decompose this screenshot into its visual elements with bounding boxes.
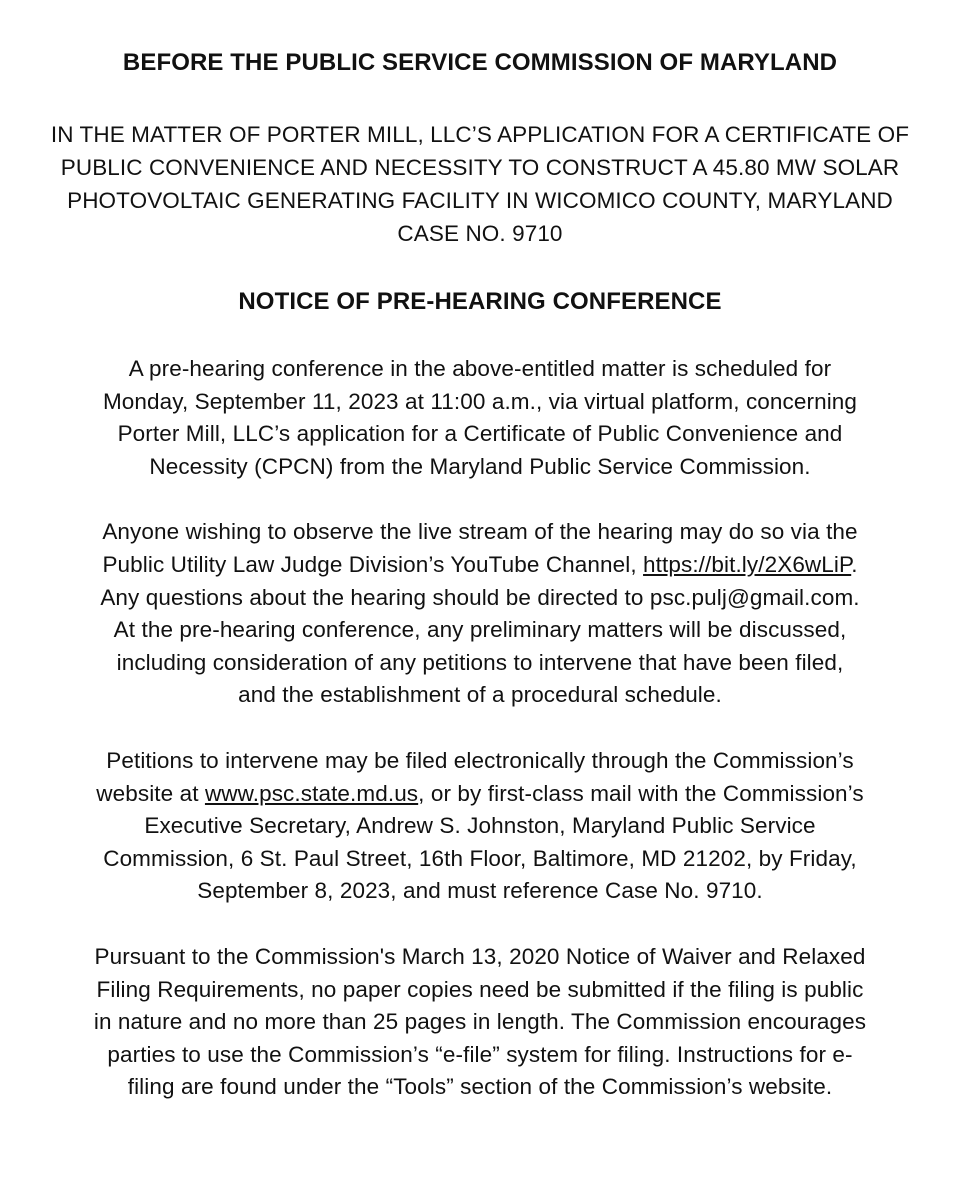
youtube-channel-link[interactable]: https://bit.ly/2X6wLiP bbox=[643, 551, 852, 577]
conference-paragraph bbox=[28, 353, 932, 483]
paragraph-line: At the pre-hearing conference, any preliminary matters will be discussed, bbox=[113, 617, 847, 643]
paragraph-line bbox=[28, 778, 932, 811]
paragraph-line: Commission, 6 St. Paul Street, 16th Floor, Baltimore, MD 21202, by Friday, bbox=[103, 845, 857, 871]
filing-requirements-paragraph bbox=[28, 941, 932, 1104]
paragraph-line: Pursuant to the Commission's March 13, 2020 Notice of Waiver and Relaxed bbox=[94, 943, 866, 969]
case-number: CASE NO. 9710 bbox=[397, 221, 563, 246]
paragraph-line: filing are found under the “Tools” section of the Commission’s website. bbox=[127, 1074, 833, 1100]
paragraph-line: Porter Mill, LLC’s application for a Certificate of Public Convenience and bbox=[117, 421, 843, 447]
paragraph-line: Any questions about the hearing should be directed to psc.pulj@gmail.com. bbox=[100, 584, 860, 610]
paragraph-line: Petitions to intervene may be filed electronically through the Commission’s bbox=[106, 747, 854, 773]
paragraph-line: Executive Secretary, Andrew S. Johnston, Maryland Public Service bbox=[144, 813, 816, 839]
caption-line: PHOTOVOLTAIC GENERATING FACILITY IN WICOMICO COUNTY, MARYLAND bbox=[67, 188, 893, 213]
paragraph-text: website at bbox=[96, 780, 205, 806]
paragraph-line: September 8, 2023, and must reference Case No. 9710. bbox=[197, 878, 763, 904]
paragraph-text: . bbox=[851, 551, 858, 577]
commission-heading: BEFORE THE PUBLIC SERVICE COMMISSION OF MARYLAND bbox=[122, 49, 838, 76]
caption-line: IN THE MATTER OF PORTER MILL, LLC’S APPLICATION FOR A CERTIFICATE OF bbox=[50, 122, 910, 147]
public-notice bbox=[28, 46, 932, 1137]
paragraph-line: including consideration of any petitions to intervene that have been filed, bbox=[116, 649, 844, 675]
paragraph-line bbox=[28, 549, 932, 582]
paragraph-line: in nature and no more than 25 pages in length. The Commission encourages bbox=[93, 1009, 867, 1035]
case-caption bbox=[28, 118, 932, 250]
paragraph-line: and the establishment of a procedural schedule. bbox=[238, 682, 722, 708]
paragraph-line: Monday, September 11, 2023 at 11:00 a.m., via virtual platform, concerning bbox=[102, 388, 858, 414]
paragraph-line: Filing Requirements, no paper copies need be submitted if the filing is public bbox=[96, 976, 864, 1002]
paragraph-line: parties to use the Commission’s “e-file” system for filing. Instructions for e- bbox=[107, 1041, 853, 1067]
livestream-paragraph bbox=[28, 516, 932, 712]
notice-title: NOTICE OF PRE-HEARING CONFERENCE bbox=[238, 288, 722, 315]
caption-line: PUBLIC CONVENIENCE AND NECESSITY TO CONSTRUCT A 45.80 MW SOLAR bbox=[60, 155, 900, 180]
petitions-paragraph bbox=[28, 745, 932, 908]
paragraph-text: Public Utility Law Judge Division’s YouTube Channel, bbox=[102, 551, 644, 577]
paragraph-line: Necessity (CPCN) from the Maryland Public Service Commission. bbox=[149, 453, 811, 479]
commission-website-link[interactable]: www.psc.state.md.us bbox=[204, 780, 419, 806]
paragraph-line: Anyone wishing to observe the live stream of the hearing may do so via the bbox=[102, 519, 858, 545]
paragraph-text: , or by first-class mail with the Commission’s bbox=[418, 780, 864, 806]
paragraph-line: A pre-hearing conference in the above-entitled matter is scheduled for bbox=[128, 356, 832, 381]
